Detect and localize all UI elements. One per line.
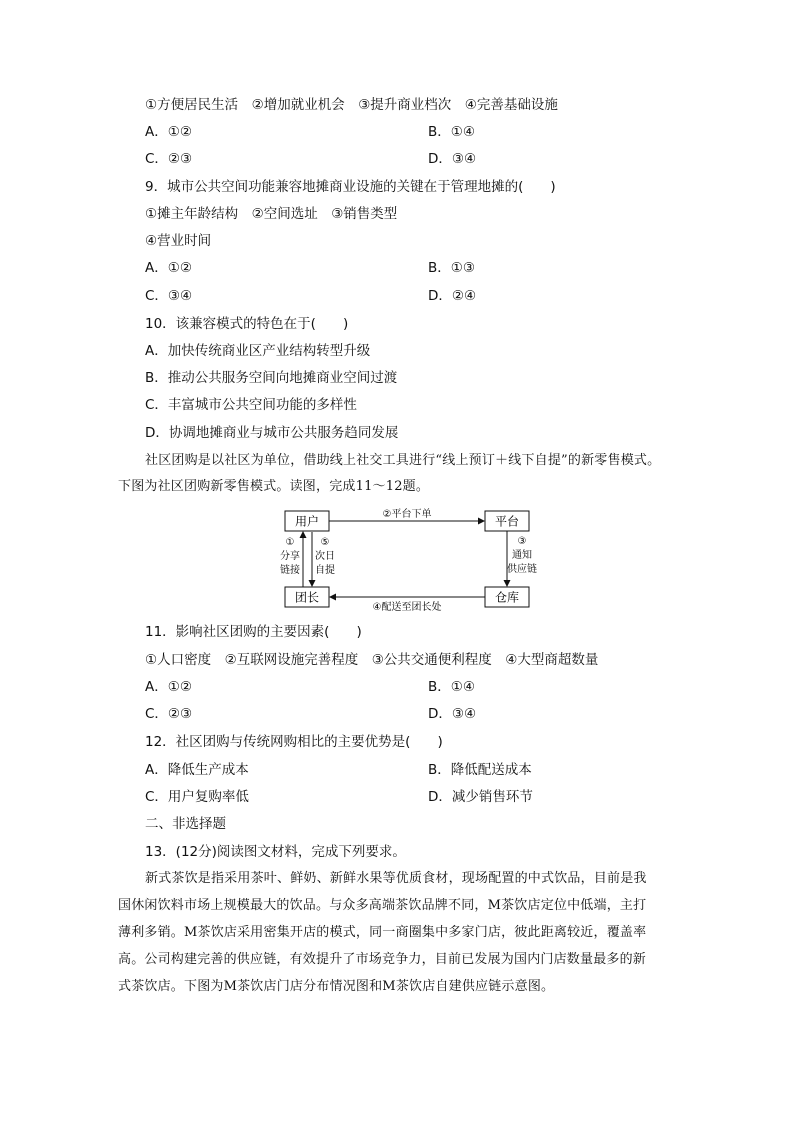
q8-option-a: A．①②	[145, 124, 192, 140]
platform-label: 平台	[494, 514, 520, 529]
q10-option-a: A．加快传统商业区产业结构转型升级	[145, 343, 371, 359]
arrow-1-label-2: 链接	[280, 565, 300, 576]
q13-stem: 13．(12分)阅读图文材料，完成下列要求。	[145, 844, 406, 860]
q10-option-b: B．推动公共服务空间向地摊商业空间过渡	[145, 370, 398, 386]
user-label: 用户	[294, 514, 320, 529]
arrow-5-label-1: 次日	[315, 551, 335, 562]
q10-option-d: D．协调地摊商业与城市公共服务趋同发展	[145, 425, 399, 441]
q11-option-c: C．②③	[145, 706, 193, 722]
q8-items: ①方便居民生活 ②增加就业机会 ③提升商业档次 ④完善基础设施	[145, 97, 558, 113]
community-group-buy-diagram	[280, 506, 540, 614]
q9-option-d: D．②④	[428, 288, 477, 304]
q8-option-d: D．③④	[428, 151, 477, 167]
warehouse-label: 仓库	[494, 590, 520, 605]
q13-material-line3: 薄利多销。M茶饮店采用密集开店的模式，同一商圈集中多家门店，彼此距离较近，覆盖率	[118, 925, 647, 940]
q12-stem: 12．社区团购与传统网购相比的主要优势是( )	[145, 734, 443, 750]
section-heading: 二、非选择题	[145, 816, 226, 832]
q12-option-c: C．用户复购率低	[145, 789, 249, 805]
passage-line1: 社区团购是以社区为单位，借助线上社交工具进行“线上预订＋线下自提”的新零售模式。	[145, 453, 661, 468]
q11-option-d: D．③④	[428, 706, 477, 722]
arrow-5-label-2: 自提	[315, 565, 335, 576]
q13-material-line4: 高。公司构建完善的供应链，有效提升了市场竞争力，目前已发展为国内门店数量最多的新	[118, 952, 647, 967]
arrow-1-label-1: 分享	[280, 551, 300, 562]
arrow-5-num: ⑤	[320, 537, 330, 548]
q12-option-b: B．降低配送成本	[428, 762, 532, 778]
q8-option-b: B．①④	[428, 124, 475, 140]
arrow-3-label-1: 通知	[512, 550, 532, 561]
q11-stem: 11．影响社区团购的主要因素( )	[145, 624, 362, 640]
q10-option-c: C．丰富城市公共空间功能的多样性	[145, 397, 357, 413]
arrow-2-label: ②平台下单	[382, 509, 432, 520]
q13-material-line2: 国休闲饮料市场上规模最大的饮品。与众多高端茶饮品牌不同，M茶饮店定位中低端，主打	[118, 898, 647, 913]
arrow-3-label-2: 供应链	[507, 564, 537, 575]
q8-option-c: C．②③	[145, 151, 193, 167]
passage-line2: 下图为社区团购新零售模式。读图，完成11～12题。	[118, 479, 430, 494]
q10-stem: 10．该兼容模式的特色在于( )	[145, 316, 349, 332]
q9-option-a: A．①②	[145, 260, 192, 276]
q9-items-line2: ④营业时间	[145, 233, 212, 249]
q9-option-b: B．①③	[428, 260, 475, 276]
q11-option-a: A．①②	[145, 679, 192, 695]
q13-material-line5: 式茶饮店。下图为M茶饮店门店分布情况图和M茶饮店自建供应链示意图。	[118, 979, 555, 994]
q9-option-c: C．③④	[145, 288, 193, 304]
q11-items: ①人口密度 ②互联网设施完善程度 ③公共交通便利程度 ④大型商超数量	[145, 652, 599, 668]
arrow-4-label: ④配送至团长处	[372, 602, 442, 613]
leader-label: 团长	[294, 590, 320, 605]
q12-option-a: A．降低生产成本	[145, 762, 249, 778]
q9-items-line1: ①摊主年龄结构 ②空间选址 ③销售类型	[145, 206, 398, 222]
q9-stem: 9．城市公共空间功能兼容地摊商业设施的关键在于管理地摊的( )	[145, 179, 556, 195]
q12-option-d: D．减少销售环节	[428, 789, 533, 805]
q13-material-line1: 新式茶饮是指采用茶叶、鲜奶、新鲜水果等优质食材，现场配置的中式饮品，目前是我	[145, 871, 647, 886]
arrow-3-num: ③	[517, 536, 527, 547]
arrow-1-num: ①	[285, 537, 295, 548]
q11-option-b: B．①④	[428, 679, 475, 695]
